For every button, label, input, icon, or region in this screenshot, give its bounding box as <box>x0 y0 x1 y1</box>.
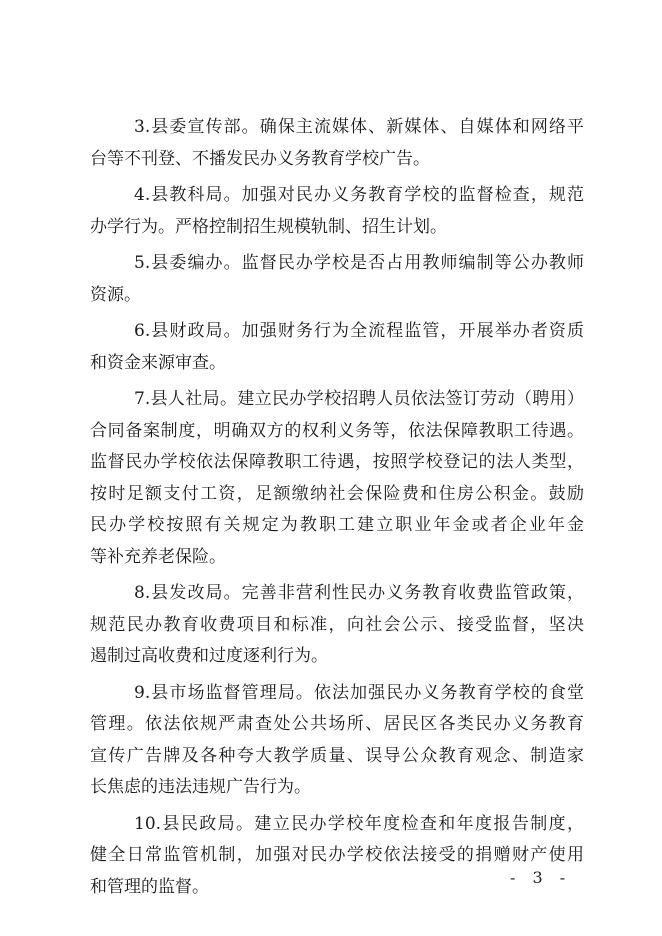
text-line: 健全日常监管机制，加强对民办学校依法接受的捐赠财产使用 <box>90 845 584 865</box>
text-line: 8.县发改局。完善非营利性民办义务教育收费监管政策， <box>134 583 584 603</box>
text-line: 和资金来源审查。 <box>90 352 226 373</box>
text-line: 遏制过高收费和过度逐利行为。 <box>90 646 328 666</box>
text-line: 台等不刊登、不播发民办义务教育学校广告。 <box>90 148 430 169</box>
text-line: 4.县教科局。加强对民办义务教育学校的监督检查，规范 <box>134 185 584 205</box>
paragraph-market <box>90 678 584 804</box>
text-line: 7.县人社局。建立民办学校招聘人员依法签订劳动（聘用） <box>134 389 584 409</box>
document-body <box>90 112 584 908</box>
text-line: 按时足额支付工资，足额缴纳社会保险费和住房公积金。鼓励 <box>90 483 584 504</box>
text-line: 办学行为。严格控制招生规模轨制、招生计划。 <box>90 216 447 237</box>
text-line: 规范民办教育收费项目和标准，向社会公示、接受监督，坚决 <box>90 614 584 635</box>
text-line: 长焦虑的违法违规广告行为。 <box>90 777 311 797</box>
paragraph-development <box>90 578 584 673</box>
text-line: 3.县委宣传部。确保主流媒体、新媒体、自媒体和网络平 <box>134 117 584 137</box>
paragraph-education <box>90 180 584 243</box>
text-line: 6.县财政局。加强财务行为全流程监管，开展举办者资质 <box>134 321 584 341</box>
text-line: 和管理的监督。 <box>90 876 209 897</box>
text-line: 5.县委编办。监督民办学校是否占用教师编制等公办教师 <box>134 253 584 273</box>
text-line: 宣传广告牌及各种夸大教学质量、误导公众教育观念、制造家 <box>90 745 584 766</box>
text-line: 9.县市场监督管理局。依法加强民办义务教育学校的食堂 <box>134 682 584 703</box>
text-line: 合同备案制度，明确双方的权利义务等，依法保障教职工待遇。 <box>90 420 584 441</box>
text-line: 10.县民政局。建立民办学校年度检查和年度报告制度， <box>134 813 584 834</box>
paragraph-propaganda <box>90 112 584 175</box>
text-line: 管理。依法依规严肃查处公共场所、居民区各类民办义务教育 <box>90 714 584 734</box>
text-line: 民办学校按照有关规定为教职工建立职业年金或者企业年金 <box>90 515 584 535</box>
text-line: 监督民办学校依法保障教职工待遇，按照学校登记的法人类型， <box>90 452 584 472</box>
text-line: 等补充养老保险。 <box>90 546 226 567</box>
text-line: 资源。 <box>90 284 141 305</box>
page-number: - 3 - <box>510 868 572 887</box>
paragraph-civil-affairs <box>90 809 584 904</box>
paragraph-staffing <box>90 248 584 311</box>
paragraph-finance <box>90 316 584 379</box>
paragraph-hr <box>90 384 584 573</box>
